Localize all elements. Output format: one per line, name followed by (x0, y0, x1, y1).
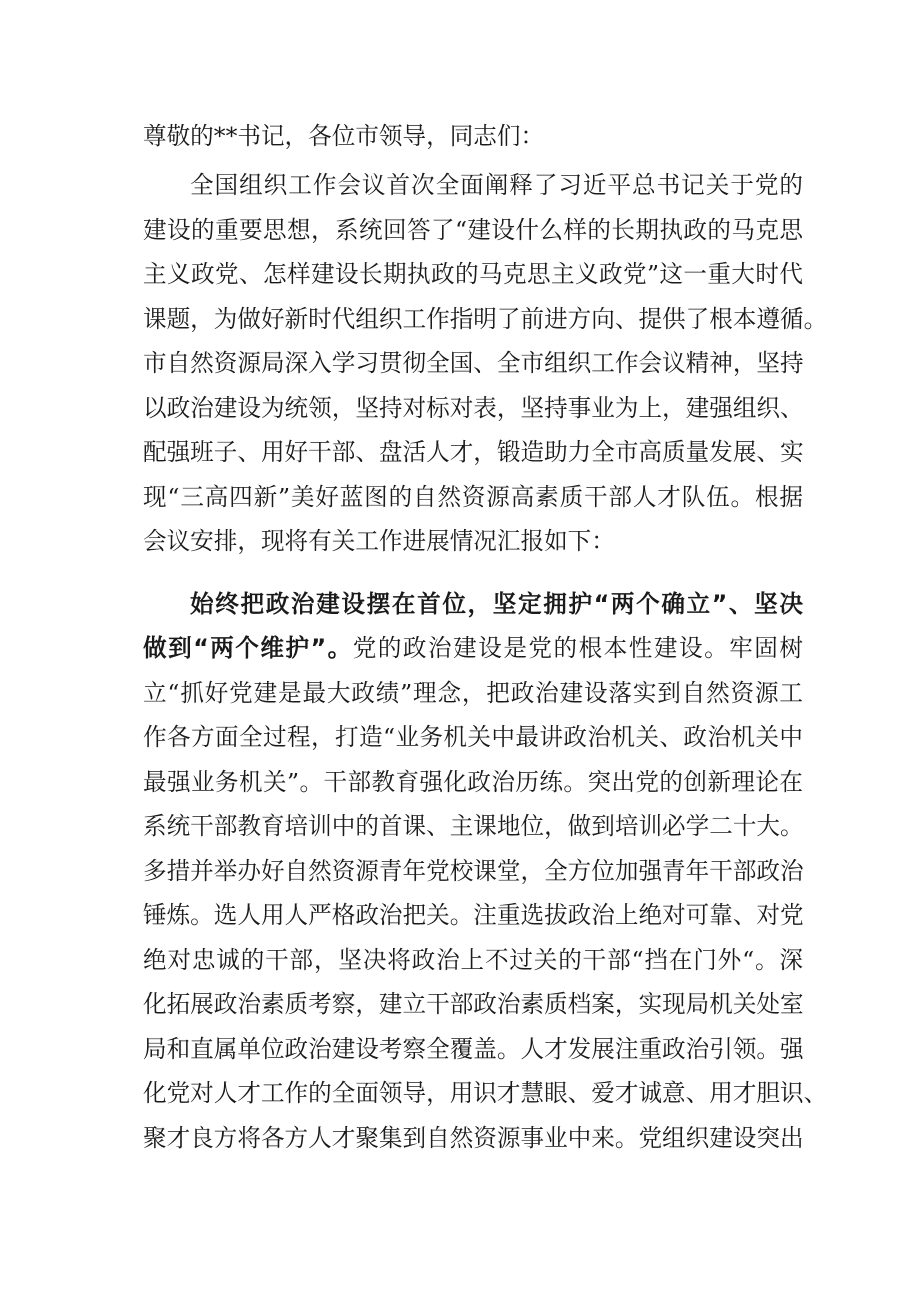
paragraph-line: 立“抓好党建是最大政绩”理念，把政治建设落实到自然资源工 (143, 679, 803, 707)
paragraph-line: 市自然资源局深入学习贯彻全国、全市组织工作会议精神，坚持 (143, 349, 804, 377)
paragraph-line (143, 626, 803, 670)
paragraph-line: 会议安排，现将有关工作进展情况汇报如下： (143, 527, 615, 555)
paragraph-line: 局和直属单位政治建设考察全覆盖。人才发展注重政治引领。强 (143, 1035, 804, 1063)
paragraph-line: 作各方面全过程，打造“业务机关中最讲政治机关、政治机关中 (143, 723, 803, 751)
paragraph-text: 党的政治建设是党的根本性建设。牢固树 (352, 634, 803, 662)
paragraph-line: 绝对忠诚的干部，坚决将政治上不过关的干部“挡在门外“。深 (143, 946, 803, 974)
paragraph-line: 锤炼。选人用人严格政治把关。注重选拔政治上绝对可靠、对党 (143, 901, 804, 929)
paragraph-line: 多措并举办好自然资源青年党校课堂，全方位加强青年干部政治 (143, 857, 804, 885)
paragraph-line: 主义政党、怎样建设长期执政的马克思主义政党”这一重大时代 (143, 260, 803, 288)
salutation: 尊敬的**书记，各位市领导，同志们： (143, 122, 545, 150)
paragraph-line: 系统干部教育培训中的首课、主课地位，做到培训必学二十大。 (143, 812, 804, 840)
section-heading-continued: 做到“两个维护”。 (143, 634, 353, 662)
paragraph-line: 全国组织工作会议首次全面阐释了习近平总书记关于党的 (190, 171, 803, 199)
paragraph-line: 以政治建设为统领，坚持对标对表，坚持事业为上，建强组织、 (143, 394, 804, 422)
paragraph-line: 聚才良方将各方人才聚集到自然资源事业中来。党组织建设突出 (143, 1124, 804, 1152)
section-heading: 始终把政治建设摆在首位，坚定拥护“两个确立”、坚决 (190, 590, 803, 618)
paragraph-line: 化拓展政治素质考察，建立干部政治素质档案，实现局机关处室 (143, 990, 804, 1018)
paragraph-line: 最强业务机关”。干部教育强化政治历练。突出党的创新理论在 (143, 768, 803, 796)
paragraph-line: 现“三高四新”美好蓝图的自然资源高素质干部人才队伍。根据 (143, 483, 803, 511)
paragraph-line: 配强班子、用好干部、盘活人才，锻造助力全市高质量发展、实 (143, 438, 804, 466)
paragraph-line: 课题，为做好新时代组织工作指明了前进方向、提供了根本遵循。 (143, 305, 828, 333)
paragraph-line: 建设的重要思想，系统回答了“建设什么样的长期执政的马克思 (143, 216, 803, 244)
paragraph-line: 化党对人才工作的全面领导，用识才慧眼、爱才诚意、用才胆识、 (143, 1079, 828, 1107)
